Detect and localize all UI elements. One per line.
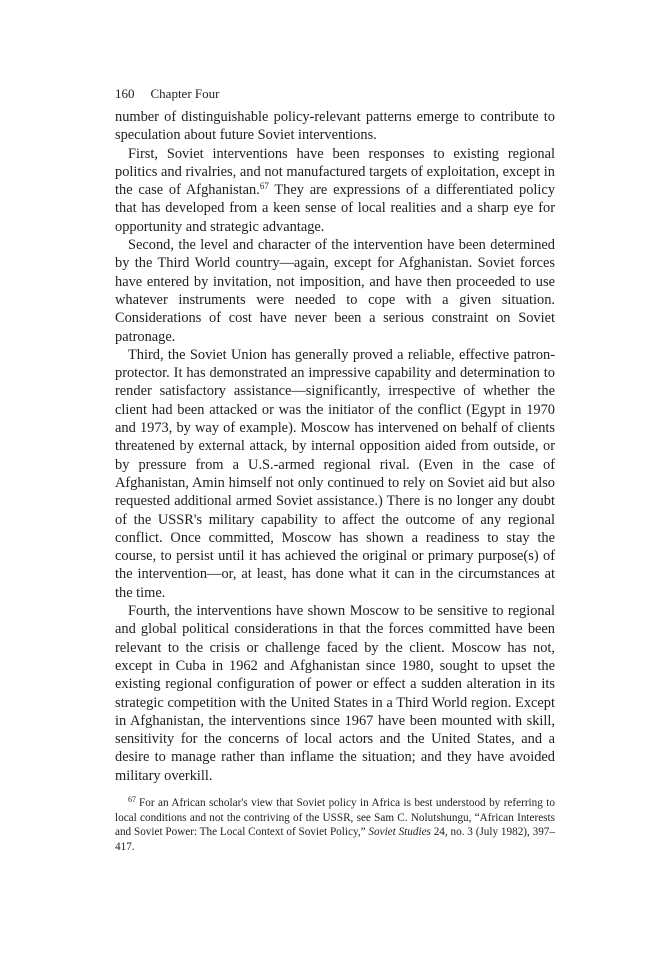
footnote-text: For an African scholar's view that Soviet policy in Africa is best understood by referring to local conditions and not the contriving of the USSR, see Sam C. Nolutshungu, “African Interests and Soviet Power: The Local Context of Soviet Policy,”: [115, 796, 555, 839]
chapter-title: Chapter Four: [150, 86, 220, 101]
footnote-journal-title: Soviet Studies: [368, 826, 431, 839]
footnote-citation: 24, no. 3 (July 1982), 397–417.: [115, 826, 555, 854]
paragraph-text: First, Soviet interventions have been responses to existing regional politics and rivalries, and not manufactured targets of exploitation, except in the case of Afghanistan.: [115, 145, 555, 199]
paragraph-second-point: Second, the level and character of the intervention have been determined by the Third World country—again, except for Afghanistan. Soviet forces have entered by invitation, not imposition, and have then proceeded to use whatever instruments were needed to cope with a given situation. Considerations of cost have never been a serious constraint on Soviet patronage.: [115, 237, 555, 345]
paragraph-first-point: [115, 145, 555, 236]
running-head: [115, 86, 555, 102]
paragraph-continuation: number of distinguishable policy-relevant patterns emerge to contribute to speculation about future Soviet interventions.: [115, 109, 555, 144]
footnote-mark: 67: [128, 794, 136, 804]
paragraph-third-point: Third, the Soviet Union has generally proved a reliable, effective patron-protector. It has demonstrated an impressive capability and determination to render satisfactory assistance—significantly, irrespective of whether the client had been attacked or was the initiator of the conflict (Egypt in 1970 and 1973, by way of example). Moscow has intervened on behalf of clients threatened by external attack, by internal opposition aided from outside, or by pressure from a U.S.-armed regional rival. (Even in the case of Afghanistan, Amin himself not only continued to rely on Soviet aid but also requested additional armed Soviet assistance.) There is no longer any doubt of the USSR's military capability to affect the outcome of any regional conflict. Once committed, Moscow has shown a readiness to stay the course, to persist until it has achieved the original or primary purpose(s) of the intervention—or, at least, has done what it can in the circumstances at the time.: [115, 346, 555, 601]
footnote: [115, 796, 555, 855]
book-page: [115, 86, 555, 855]
paragraph-text: They are expressions of a differentiated policy that has developed from a keen sense of local realities and a sharp eye for opportunity and strategic advantage.: [115, 182, 556, 235]
page-number: 160: [115, 86, 135, 101]
body-text: [115, 108, 555, 785]
footnote-reference[interactable]: 67: [259, 181, 269, 192]
paragraph-fourth-point: Fourth, the interventions have shown Moscow to be sensitive to regional and global political considerations in that the forces committed have been relevant to the crisis or challenge faced by the client. Moscow has not, except in Cuba in 1962 and Afghanistan since 1980, sought to upset the existing regional configuration of power or effect a sudden alteration in its strategic competition with the United States in a Third World region. Except in Afghanistan, the interventions since 1967 have been mounted with skill, sensitivity for the concerns of local actors and the United States, and a desire to manage rather than inflame the situation; and they have avoided military overkill.: [115, 603, 555, 784]
